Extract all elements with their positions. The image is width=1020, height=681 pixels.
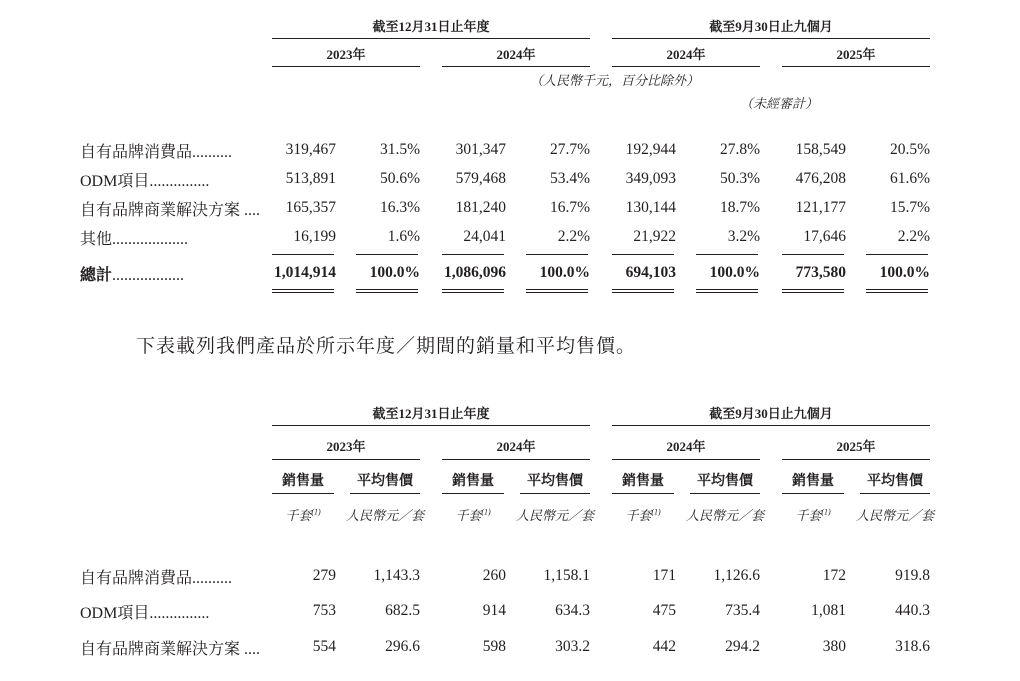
unit-rmb-per-set: 人民幣元／套 (516, 508, 595, 523)
row-label: 其他................... (80, 231, 189, 248)
cell-value: 50.3% (719, 170, 760, 187)
cell-value: 24,041 (463, 228, 506, 245)
rule (612, 254, 674, 255)
cell-value: 579,468 (455, 170, 506, 187)
row-label: 自有品牌商業解決方案 .... (80, 641, 261, 658)
double-rule (526, 289, 588, 293)
cell-value: 20.5% (889, 141, 930, 158)
divider (612, 493, 674, 494)
period-header-nine-months: 截至9月30日止九個月 (709, 19, 833, 34)
col-header-price: 平均售價 (867, 474, 923, 489)
total-value: 694,103 (625, 264, 676, 281)
divider (612, 38, 930, 39)
cell-value: 171 (652, 567, 676, 584)
rule (526, 254, 588, 255)
cell-value: 634.3 (555, 602, 590, 619)
divider (272, 493, 334, 494)
total-value: 100.0% (539, 264, 590, 281)
intro-paragraph: 下表載列我們產品於所示年度／期間的銷量和平均售價。 (136, 336, 637, 357)
double-rule (356, 289, 418, 293)
col-header-price: 平均售價 (527, 474, 583, 489)
unaudited-note: （未經審計） (740, 96, 819, 111)
unit-thousand-sets: 千套$^{(1)}$ (625, 507, 661, 523)
total-value: 1,014,914 (274, 264, 336, 281)
cell-value: 50.6% (379, 170, 420, 187)
cell-value: 18.7% (719, 199, 760, 216)
col-header-volume: 銷售量 (622, 474, 664, 489)
cell-value: 554 (312, 638, 336, 655)
divider (272, 66, 420, 67)
divider (612, 425, 930, 426)
total-label: 總計.................. (80, 267, 185, 284)
cell-value: 1,081 (811, 602, 846, 619)
year-header: 2023年 (326, 47, 366, 62)
year-header: 2025年 (836, 47, 876, 62)
divider (442, 459, 590, 460)
divider (272, 459, 420, 460)
total-value: 773,580 (795, 264, 846, 281)
row-label: ODM項目............... (80, 605, 210, 622)
col-header-volume: 銷售量 (792, 474, 834, 489)
cell-value: 349,093 (625, 170, 676, 187)
year-header: 2023年 (326, 439, 366, 454)
rule (866, 254, 928, 255)
cell-value: 919.8 (895, 567, 930, 584)
currency-note: （人民幣千元，百分比除外） (530, 73, 700, 88)
cell-value: 442 (652, 638, 676, 655)
row-label: 自有品牌商業解決方案 .... (80, 202, 261, 219)
total-value: 100.0% (879, 264, 930, 281)
row-label: 自有品牌消費品.......... (80, 570, 233, 587)
divider (690, 493, 760, 494)
cell-value: 1,143.3 (373, 567, 420, 584)
double-rule (612, 289, 674, 293)
cell-value: 16,199 (293, 228, 336, 245)
divider (442, 66, 590, 67)
cell-value: 31.5% (379, 141, 420, 158)
cell-value: 476,208 (795, 170, 846, 187)
cell-value: 319,467 (285, 141, 336, 158)
cell-value: 279 (312, 567, 336, 584)
cell-value: 1,126.6 (713, 567, 760, 584)
divider (782, 493, 844, 494)
divider (442, 493, 504, 494)
cell-value: 301,347 (455, 141, 506, 158)
period-header-nine-months: 截至9月30日止九個月 (709, 406, 833, 421)
divider (272, 38, 590, 39)
divider (350, 493, 420, 494)
col-header-price: 平均售價 (697, 474, 753, 489)
cell-value: 513,891 (285, 170, 336, 187)
rule (696, 254, 758, 255)
unit-thousand-sets: 千套$^{(1)}$ (285, 507, 321, 523)
cell-value: 735.4 (725, 602, 760, 619)
cell-value: 130,144 (625, 199, 676, 216)
divider (612, 459, 760, 460)
cell-value: 2.2% (897, 228, 930, 245)
total-value: 1,086,096 (444, 264, 506, 281)
col-header-volume: 銷售量 (452, 474, 494, 489)
cell-value: 475 (652, 602, 676, 619)
cell-value: 165,357 (285, 199, 336, 216)
cell-value: 753 (312, 602, 336, 619)
cell-value: 17,646 (803, 228, 846, 245)
cell-value: 303.2 (555, 638, 590, 655)
cell-value: 294.2 (725, 638, 760, 655)
cell-value: 53.4% (549, 170, 590, 187)
total-value: 100.0% (709, 264, 760, 281)
cell-value: 192,944 (625, 141, 676, 158)
period-header-fy: 截至12月31日止年度 (372, 406, 490, 421)
rule (782, 254, 844, 255)
cell-value: 121,177 (795, 199, 846, 216)
cell-value: 440.3 (895, 602, 930, 619)
cell-value: 16.7% (549, 199, 590, 216)
divider (272, 425, 590, 426)
year-header: 2024年 (496, 439, 536, 454)
double-rule (696, 289, 758, 293)
unit-rmb-per-set: 人民幣元／套 (346, 508, 425, 523)
cell-value: 158,549 (795, 141, 846, 158)
divider (782, 66, 930, 67)
col-header-price: 平均售價 (357, 474, 413, 489)
double-rule (866, 289, 928, 293)
unit-rmb-per-set: 人民幣元／套 (686, 508, 765, 523)
divider (860, 493, 930, 494)
cell-value: 16.3% (379, 199, 420, 216)
cell-value: 318.6 (895, 638, 930, 655)
cell-value: 27.7% (549, 141, 590, 158)
cell-value: 27.8% (719, 141, 760, 158)
double-rule (782, 289, 844, 293)
cell-value: 380 (822, 638, 846, 655)
unit-thousand-sets: 千套$^{(1)}$ (455, 507, 491, 523)
cell-value: 21,922 (633, 228, 676, 245)
unit-thousand-sets: 千套$^{(1)}$ (795, 507, 831, 523)
cell-value: 1.6% (387, 228, 420, 245)
year-header: 2025年 (836, 439, 876, 454)
cell-value: 181,240 (455, 199, 506, 216)
cell-value: 15.7% (889, 199, 930, 216)
year-header: 2024年 (496, 47, 536, 62)
cell-value: 3.2% (727, 228, 760, 245)
double-rule (272, 289, 334, 293)
year-header: 2024年 (666, 439, 706, 454)
rule (272, 254, 334, 255)
cell-value: 61.6% (889, 170, 930, 187)
rule (442, 254, 504, 255)
rule (356, 254, 418, 255)
cell-value: 682.5 (385, 602, 420, 619)
year-header: 2024年 (666, 47, 706, 62)
cell-value: 172 (822, 567, 846, 584)
cell-value: 1,158.1 (543, 567, 590, 584)
double-rule (442, 289, 504, 293)
cell-value: 598 (482, 638, 506, 655)
row-label: 自有品牌消費品.......... (80, 144, 233, 161)
unit-rmb-per-set: 人民幣元／套 (856, 508, 935, 523)
cell-value: 296.6 (385, 638, 420, 655)
period-header-fy: 截至12月31日止年度 (372, 19, 490, 34)
col-header-volume: 銷售量 (282, 474, 324, 489)
divider (782, 459, 930, 460)
divider (612, 66, 760, 67)
cell-value: 260 (482, 567, 506, 584)
row-label: ODM項目............... (80, 173, 210, 190)
cell-value: 2.2% (557, 228, 590, 245)
total-value: 100.0% (369, 264, 420, 281)
divider (520, 493, 590, 494)
cell-value: 914 (482, 602, 506, 619)
